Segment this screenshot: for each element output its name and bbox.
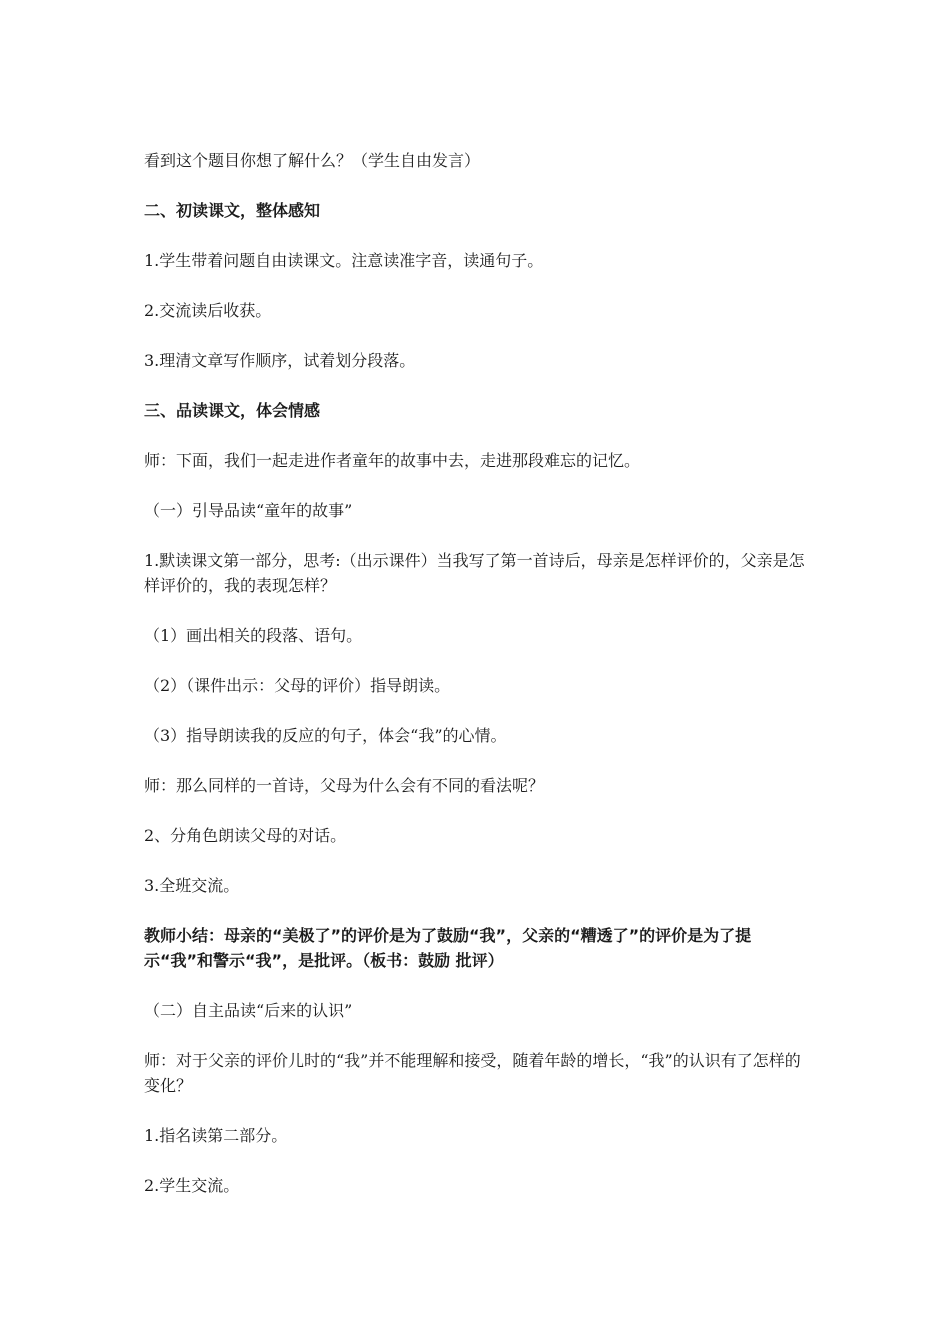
teacher-intro: 师：下面，我们一起走进作者童年的故事中去，走进那段难忘的记忆。 — [144, 451, 641, 470]
step-1-read-part-two: 1.指名读第二部分。 — [144, 1126, 288, 1145]
substep-2: （2）（课件出示：父母的评价）指导朗读。 — [144, 676, 451, 695]
subsection-heading-1: （一）引导品读“童年的故事” — [144, 501, 353, 520]
teacher-prompt: 师：对于父亲的评价儿时的“我”并不能理解和接受，随着年龄的增长，“我”的认识有了怎样的变化？ — [144, 1051, 801, 1095]
step-1-read-freely: 1.学生带着问题自由读课文。注意读准字音，读通句子。 — [144, 251, 544, 270]
step-3-divide-paragraphs: 3.理清文章写作顺序，试着划分段落。 — [144, 351, 416, 370]
teacher-question: 师：那么同样的一首诗，父母为什么会有不同的看法呢？ — [144, 776, 545, 795]
step-3-class-exchange: 3.全班交流。 — [144, 876, 240, 895]
step-2-role-reading: 2、分角色朗读父母的对话。 — [144, 826, 347, 845]
teacher-summary: 教师小结：母亲的“美极了”的评价是为了鼓励“我”，父亲的“糟透了”的评价是为了提示“我”和警示“我”，是批评。（板书：鼓励 批评） — [144, 926, 752, 970]
section-heading-3: 三、品读课文，体会情感 — [144, 401, 321, 420]
step-1-silent-reading: 1.默读课文第一部分，思考:（出示课件）当我写了第一首诗后，母亲是怎样评价的，父亲是怎样评价的，我的表现怎样？ — [144, 551, 805, 595]
paragraph-question: 看到这个题目你想了解什么？（学生自由发言） — [144, 151, 481, 170]
substep-1: （1）画出相关的段落、语句。 — [144, 626, 363, 645]
subsection-heading-2: （二）自主品读“后来的认识” — [144, 1001, 353, 1020]
step-2-student-exchange: 2.学生交流。 — [144, 1176, 240, 1195]
section-heading-2: 二、初读课文，整体感知 — [144, 201, 321, 220]
substep-3: （3）指导朗读我的反应的句子，体会“我”的心情。 — [144, 726, 507, 745]
step-2-share-gains: 2.交流读后收获。 — [144, 301, 272, 320]
